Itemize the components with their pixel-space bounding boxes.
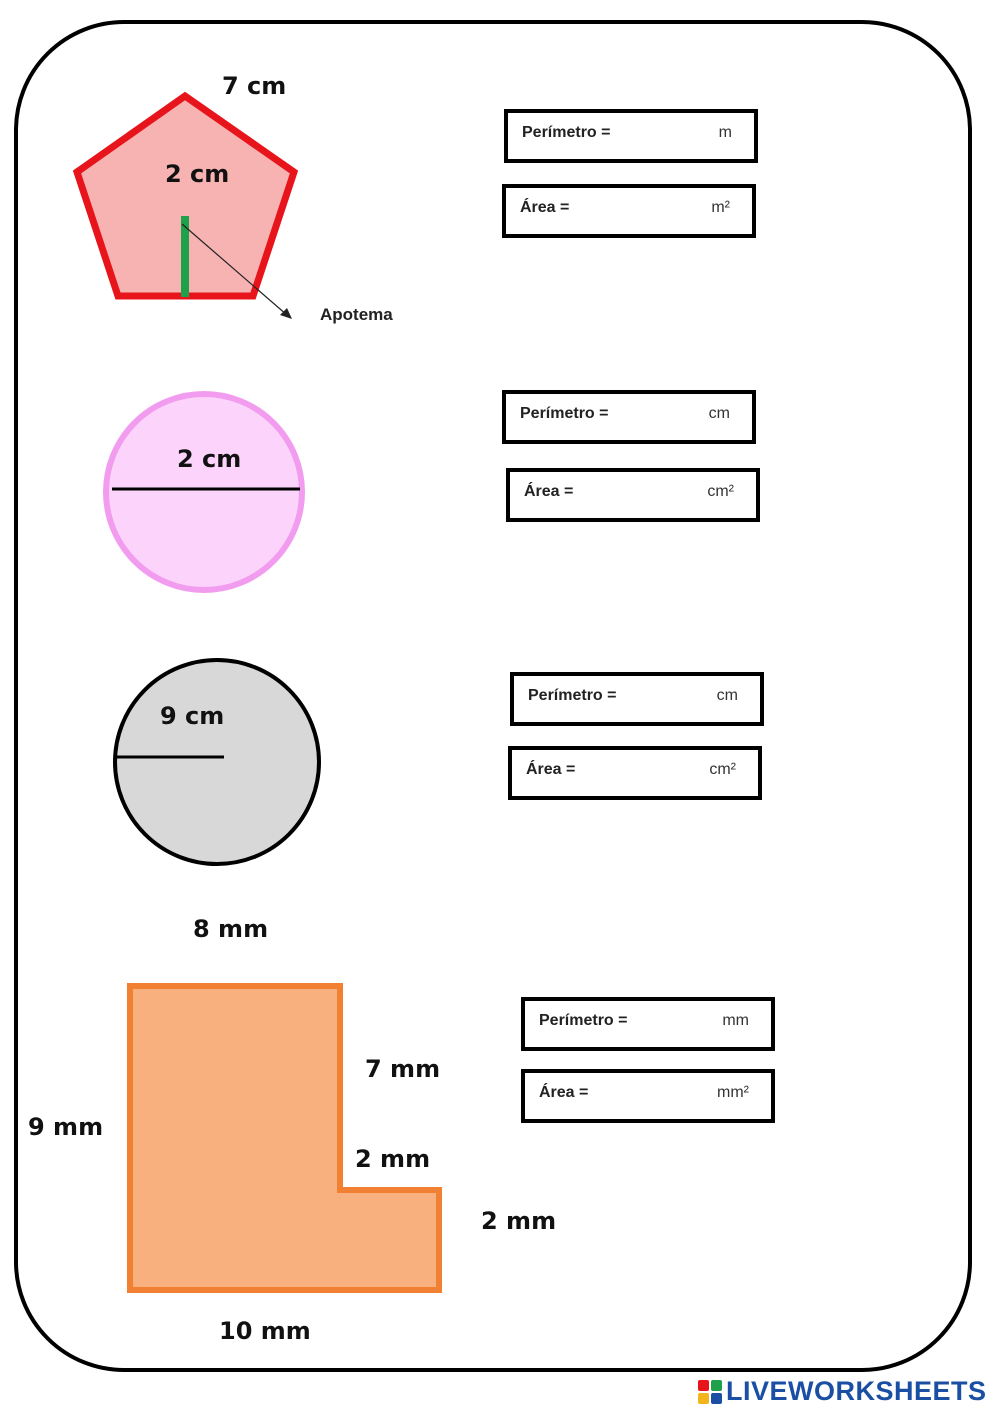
pink-circle-shape (106, 394, 302, 590)
gray-circle-radius-label: 9 cm (160, 702, 225, 730)
l-shape-bottom-label: 10 mm (219, 1317, 311, 1345)
unit-label: m (718, 124, 732, 141)
pentagon-area-input[interactable] (606, 196, 700, 226)
pink-circle-perimeter-input[interactable] (606, 402, 700, 432)
pentagon-apothem-label: 2 cm (165, 160, 230, 188)
liveworksheets-logo-icon (698, 1380, 722, 1404)
perimeter-label: Perímetro = (522, 124, 611, 141)
apothem-caption: Apotema (320, 305, 393, 324)
pentagon-perimeter-input[interactable] (608, 121, 702, 151)
unit-label: mm (722, 1012, 749, 1029)
l-shape-perimeter-input[interactable] (625, 1009, 719, 1039)
l-shape (130, 986, 439, 1290)
l-shape-inner-vertical-label: 7 mm (365, 1055, 441, 1083)
area-label: Área = (539, 1084, 589, 1101)
unit-label: mm² (717, 1084, 749, 1101)
apothem-arrow-head (280, 308, 292, 319)
unit-label: cm (708, 405, 730, 422)
pentagon-side-label: 7 cm (222, 72, 287, 100)
gray-circle-shape (115, 660, 319, 864)
gray-circle-perimeter-input[interactable] (614, 684, 708, 714)
perimeter-label: Perímetro = (528, 687, 617, 704)
perimeter-label: Perímetro = (520, 405, 609, 422)
unit-label: cm (716, 687, 738, 704)
l-shape-left-label: 9 mm (28, 1113, 104, 1141)
area-label: Área = (524, 483, 574, 500)
l-shape-right-label: 2 mm (481, 1207, 557, 1235)
pink-circle-diameter-label: 2 cm (177, 445, 242, 473)
gray-circle-perimeter-box (510, 672, 764, 726)
gray-circle-area-input[interactable] (612, 758, 706, 788)
l-shape-perimeter-box (521, 997, 775, 1051)
l-shape-top-label: 8 mm (193, 915, 269, 943)
l-shape-area-input[interactable] (625, 1081, 719, 1111)
pentagon-area-box (502, 184, 756, 238)
l-shape-area-box (521, 1069, 775, 1123)
unit-label: m² (711, 199, 730, 216)
l-shape-inner-horizontal-label: 2 mm (355, 1145, 431, 1173)
area-label: Área = (526, 761, 576, 778)
gray-circle-area-box (508, 746, 762, 800)
unit-label: cm² (709, 761, 736, 778)
liveworksheets-logo-text: LIVEWORKSHEETS (726, 1376, 987, 1406)
pink-circle-area-input[interactable] (610, 480, 704, 510)
perimeter-label: Perímetro = (539, 1012, 628, 1029)
unit-label: cm² (707, 483, 734, 500)
pentagon-perimeter-box (504, 109, 758, 163)
pink-circle-perimeter-box (502, 390, 756, 444)
area-label: Área = (520, 199, 570, 216)
pink-circle-area-box (506, 468, 760, 522)
